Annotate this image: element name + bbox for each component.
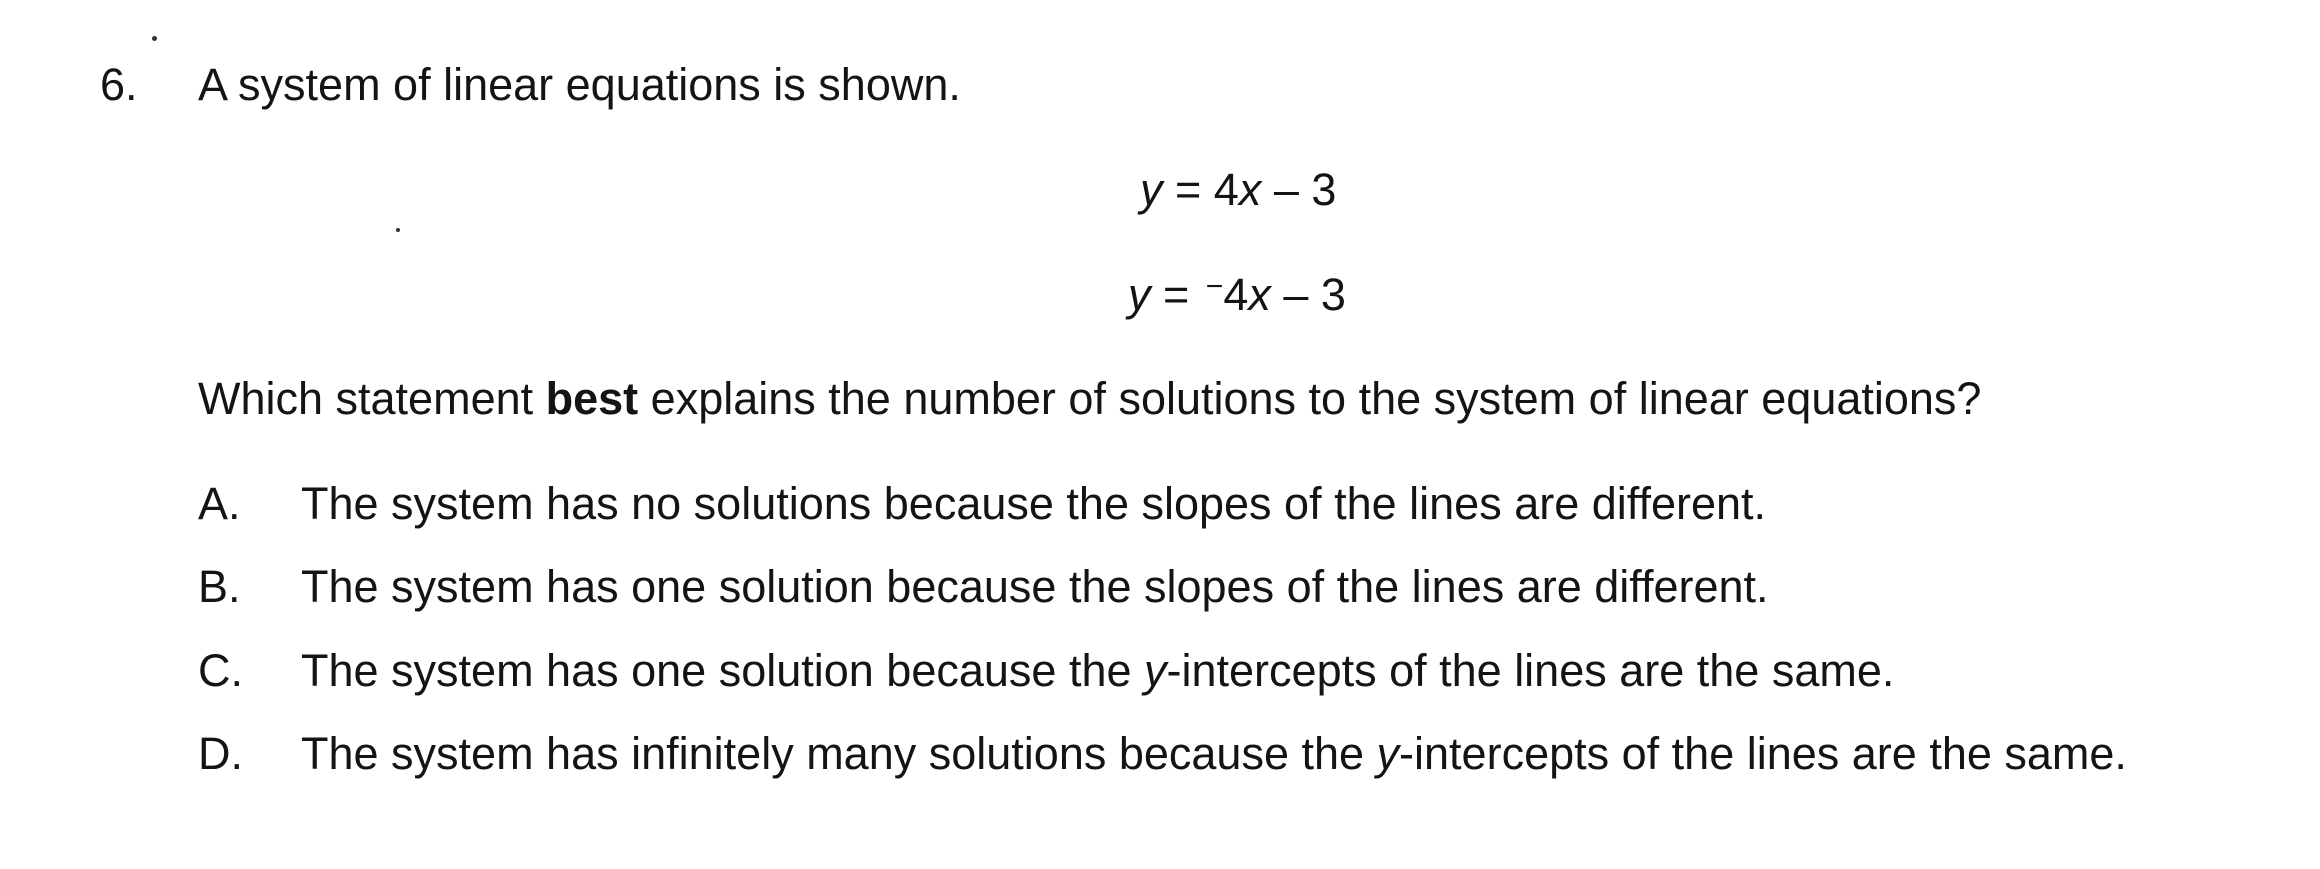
choice-letter-a: A.: [198, 478, 241, 529]
choice-c-italic-y: y: [1144, 645, 1167, 696]
choice-d-italic-y: y: [1376, 728, 1400, 779]
question-stem: A system of linear equations is shown.: [198, 59, 961, 110]
choice-a-text: The system has no solutions because the slopes of the lines are different.: [301, 478, 1767, 529]
scan-speck: [396, 228, 400, 232]
prompt-text-end: explains the number of solutions to the system of linear equations?: [638, 373, 1982, 424]
choice-d-text-end: -intercepts of the lines are the same.: [1399, 728, 2127, 779]
choice-c-text-end: -intercepts of the lines are the same.: [1166, 645, 1895, 696]
equation-2-variable: x: [1248, 269, 1271, 320]
choice-b-text: The system has one solution because the slopes of the lines are different.: [301, 561, 1769, 612]
question-prompt: [198, 372, 1981, 426]
equation-2-constant: – 3: [1270, 269, 1346, 320]
question-number: 6.: [100, 59, 138, 110]
choice-letter-c: C.: [198, 645, 243, 696]
choice-c-text-start: The system has one solution because the: [301, 645, 1145, 696]
equation-2: [1128, 268, 1346, 328]
choice-letter-d: D.: [198, 728, 243, 779]
prompt-emphasis: best: [545, 373, 639, 424]
equation-2-negative-sign: −: [1205, 270, 1224, 303]
equation-1-equals: =: [1162, 164, 1214, 215]
equation-1-lhs: y: [1140, 164, 1163, 215]
equation-2-lhs: y: [1128, 269, 1151, 320]
equation-2-equals: =: [1150, 269, 1202, 320]
equation-2-coefficient: 4: [1223, 269, 1249, 320]
choice-d-text-start: The system has infinitely many solutions because the: [301, 728, 1377, 779]
choice-text-d: [301, 727, 2281, 781]
equation-1-constant: – 3: [1261, 164, 1337, 215]
equation-1-variable: x: [1238, 164, 1262, 215]
scan-speck: [152, 36, 157, 41]
prompt-text-start: Which statement: [198, 373, 546, 424]
equation-1-coefficient: 4: [1213, 164, 1239, 215]
choice-text-b: [301, 560, 2281, 614]
equation-1: [1140, 163, 1336, 217]
choice-text-c: [301, 644, 2281, 698]
choice-text-a: [301, 477, 2281, 531]
choice-letter-b: B.: [198, 561, 241, 612]
